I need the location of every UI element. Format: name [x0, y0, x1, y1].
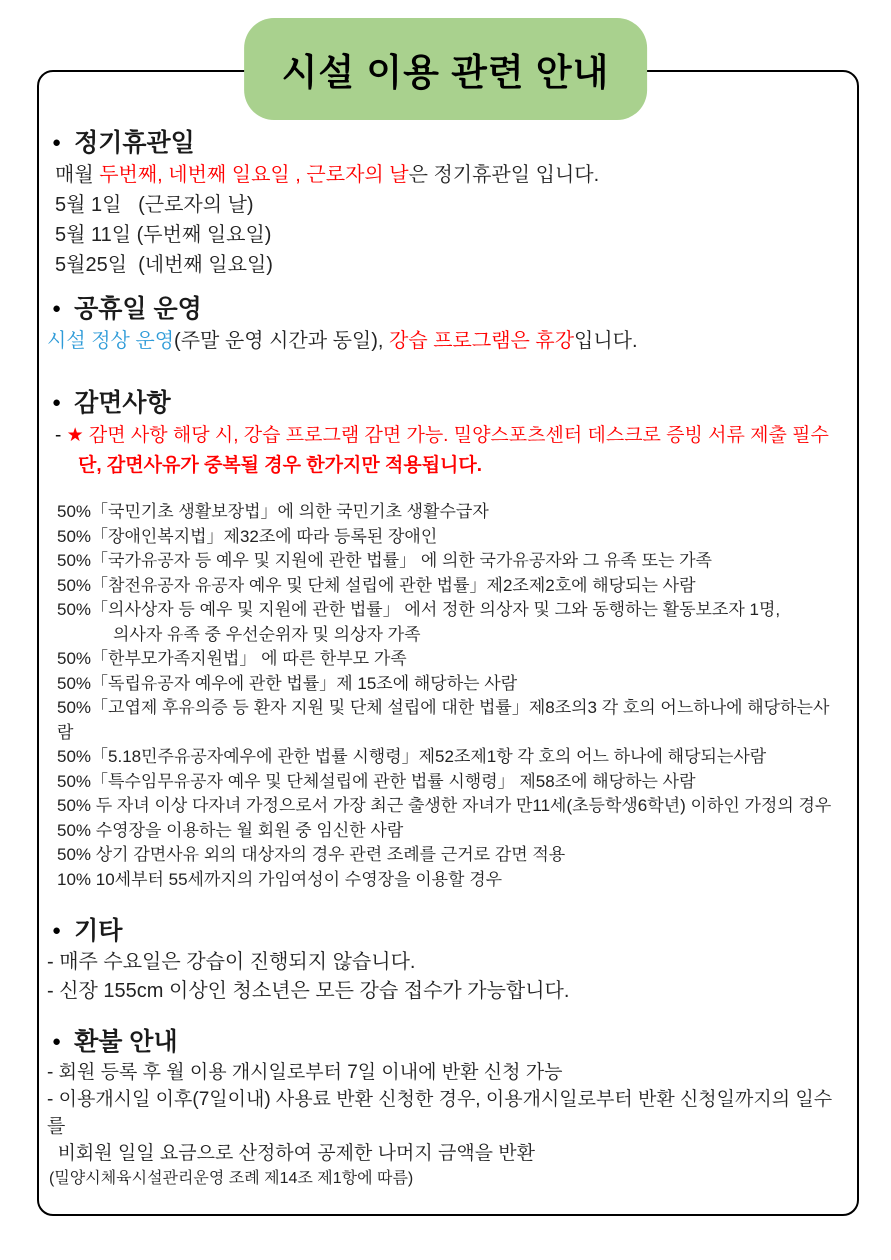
discount-item: 50%「국민기초 생활보장법」에 의한 국민기초 생활수급자 [57, 502, 489, 521]
etc-red-line: - 매주 수요일은 강습이 진행되지 않습니다. [47, 951, 416, 973]
bullet-icon: ● [52, 394, 62, 411]
refund-red-line: - 회원 등록 후 월 이용 개시일로부터 7일 이내에 반환 신청 가능 [47, 1062, 563, 1083]
discount-item-continuation: 의사자 유족 중 우선순위자 및 의상자 가족 [113, 624, 421, 644]
bullet-icon: ● [52, 300, 62, 317]
holiday-blue-text: 시설 정상 운영 [47, 330, 175, 352]
discount-note-dash: - [55, 425, 67, 446]
discount-item: 50%「참전유공자 유공자 예우 및 단체 설립에 관한 법률」제2조제2호에 해당되는 사람 [57, 575, 696, 595]
discount-item: 50%「의사상자 등 예우 및 지원에 관한 법률」 에서 정한 의상자 및 그와 동행하는 활동보조자 1명, [57, 600, 781, 619]
bullet-icon: ● [52, 1033, 62, 1050]
section-heading-closure [47, 126, 843, 160]
closure-intro-suffix: 은 정기휴관일 입니다. [408, 164, 600, 186]
section-title-etc: 기타 [74, 917, 123, 945]
discount-item: 50%「고엽제 후유의증 등 환자 지원 및 단체 설립에 대한 법률」제8조의3 각 호의 어느하나에 해당하는사람 [57, 698, 830, 742]
page-title: 시설 이용 관련 안내 [281, 52, 610, 93]
section-heading-etc [47, 914, 843, 948]
section-heading-refund [47, 1025, 843, 1059]
section-etc [47, 914, 843, 1006]
section-title-holiday: 공휴일 운영 [74, 295, 202, 323]
discount-item: 50%「한부모가족지원법」 에 따른 한부모 가족 [57, 649, 407, 668]
discount-item: 10% 10세부터 55세까지의 가임여성이 수영장을 이용할 경우 [57, 869, 503, 889]
closure-intro-line [55, 160, 843, 190]
holiday-info-line [47, 326, 843, 356]
discount-item: 50% 상기 감면사유 외의 대상자의 경우 관련 조례를 근거로 감면 적용 [57, 845, 566, 864]
section-title-closure: 정기휴관일 [74, 129, 195, 157]
discount-item: 50% 수영장을 이용하는 월 회원 중 임신한 사람 [57, 820, 404, 840]
holiday-suffix-text: 입니다. [574, 330, 638, 352]
section-heading-holiday [47, 292, 843, 326]
discount-note-bold: 단, 감면사유가 중복될 경우 한가지만 적용됩니다. [78, 455, 483, 476]
section-title-discount: 감면사항 [74, 389, 171, 417]
discount-item: 50%「독립유공자 예우에 관한 법률」제 15조에 해당하는 사람 [57, 673, 518, 693]
discount-item: 50%「국가유공자 등 예우 및 지원에 관한 법률」 에 의한 국가유공자와 그 유족 또는 가족 [57, 551, 712, 570]
closure-intro-highlight: 두번째, 네번째 일요일 , 근로자의 날 [99, 164, 409, 186]
discount-item: 50% 두 자녀 이상 다자녀 가정으로서 가장 최근 출생한 자녀가 만11세(초등학생6학년) 이하인 가정의 경우 [57, 796, 832, 815]
discount-list [57, 500, 843, 892]
title-badge [244, 18, 648, 120]
bullet-icon: ● [52, 922, 62, 939]
section-holiday-operation [47, 292, 843, 356]
section-regular-closure [47, 126, 843, 280]
section-discount [47, 386, 843, 892]
section-refund [47, 1025, 843, 1191]
etc-black-line: - 신장 155cm 이상인 청소년은 모든 강습 접수가 가능합니다. [47, 980, 570, 1002]
notice-box [37, 70, 859, 1216]
closure-date-line: 5월 11일 (두번째 일요일) [55, 224, 272, 246]
refund-ordinance-line: (밀양시체육시설관리운영 조례 제14조 제1항에 따름) [49, 1170, 414, 1187]
closure-date-line: 5월25일 (네번째 일요일) [55, 254, 273, 276]
discount-note-line [55, 422, 843, 449]
bullet-icon: ● [52, 134, 62, 151]
holiday-red-text: 강습 프로그램은 휴강 [389, 330, 575, 352]
closure-intro-prefix: 매월 [55, 164, 100, 186]
discount-item: 50%「특수임무유공자 예우 및 단체설립에 관한 법률 시행령」 제58조에 해당하는 사람 [57, 771, 696, 791]
notice-content [39, 72, 857, 1191]
discount-note-red: ★ 감면 사항 해당 시, 강습 프로그램 감면 가능. 밀양스포츠센터 데스크로 증빙 서류 제출 필수 [66, 425, 829, 446]
discount-item: 50%「5.18민주유공자예우에 관한 법률 시행령」제52조제1항 각 호의 어느 하나에 해당되는사람 [57, 747, 767, 766]
section-heading-discount [47, 386, 843, 420]
closure-date-line: 5월 1일 (근로자의 날) [55, 194, 254, 216]
refund-detail-line: - 이용개시일 이후(7일이내) 사용료 반환 신청한 경우, 이용개시일로부터 반환 신청일까지의 일수를 [47, 1089, 833, 1137]
discount-item: 50%「장애인복지법」제32조에 따라 등록된 장애인 [57, 526, 438, 546]
refund-detail-line: 비회원 일일 요금으로 산정하여 공제한 나머지 금액을 반환 [47, 1143, 536, 1164]
section-title-refund: 환불 안내 [74, 1028, 178, 1056]
holiday-mid-text: (주말 운영 시간과 동일), [174, 330, 390, 352]
